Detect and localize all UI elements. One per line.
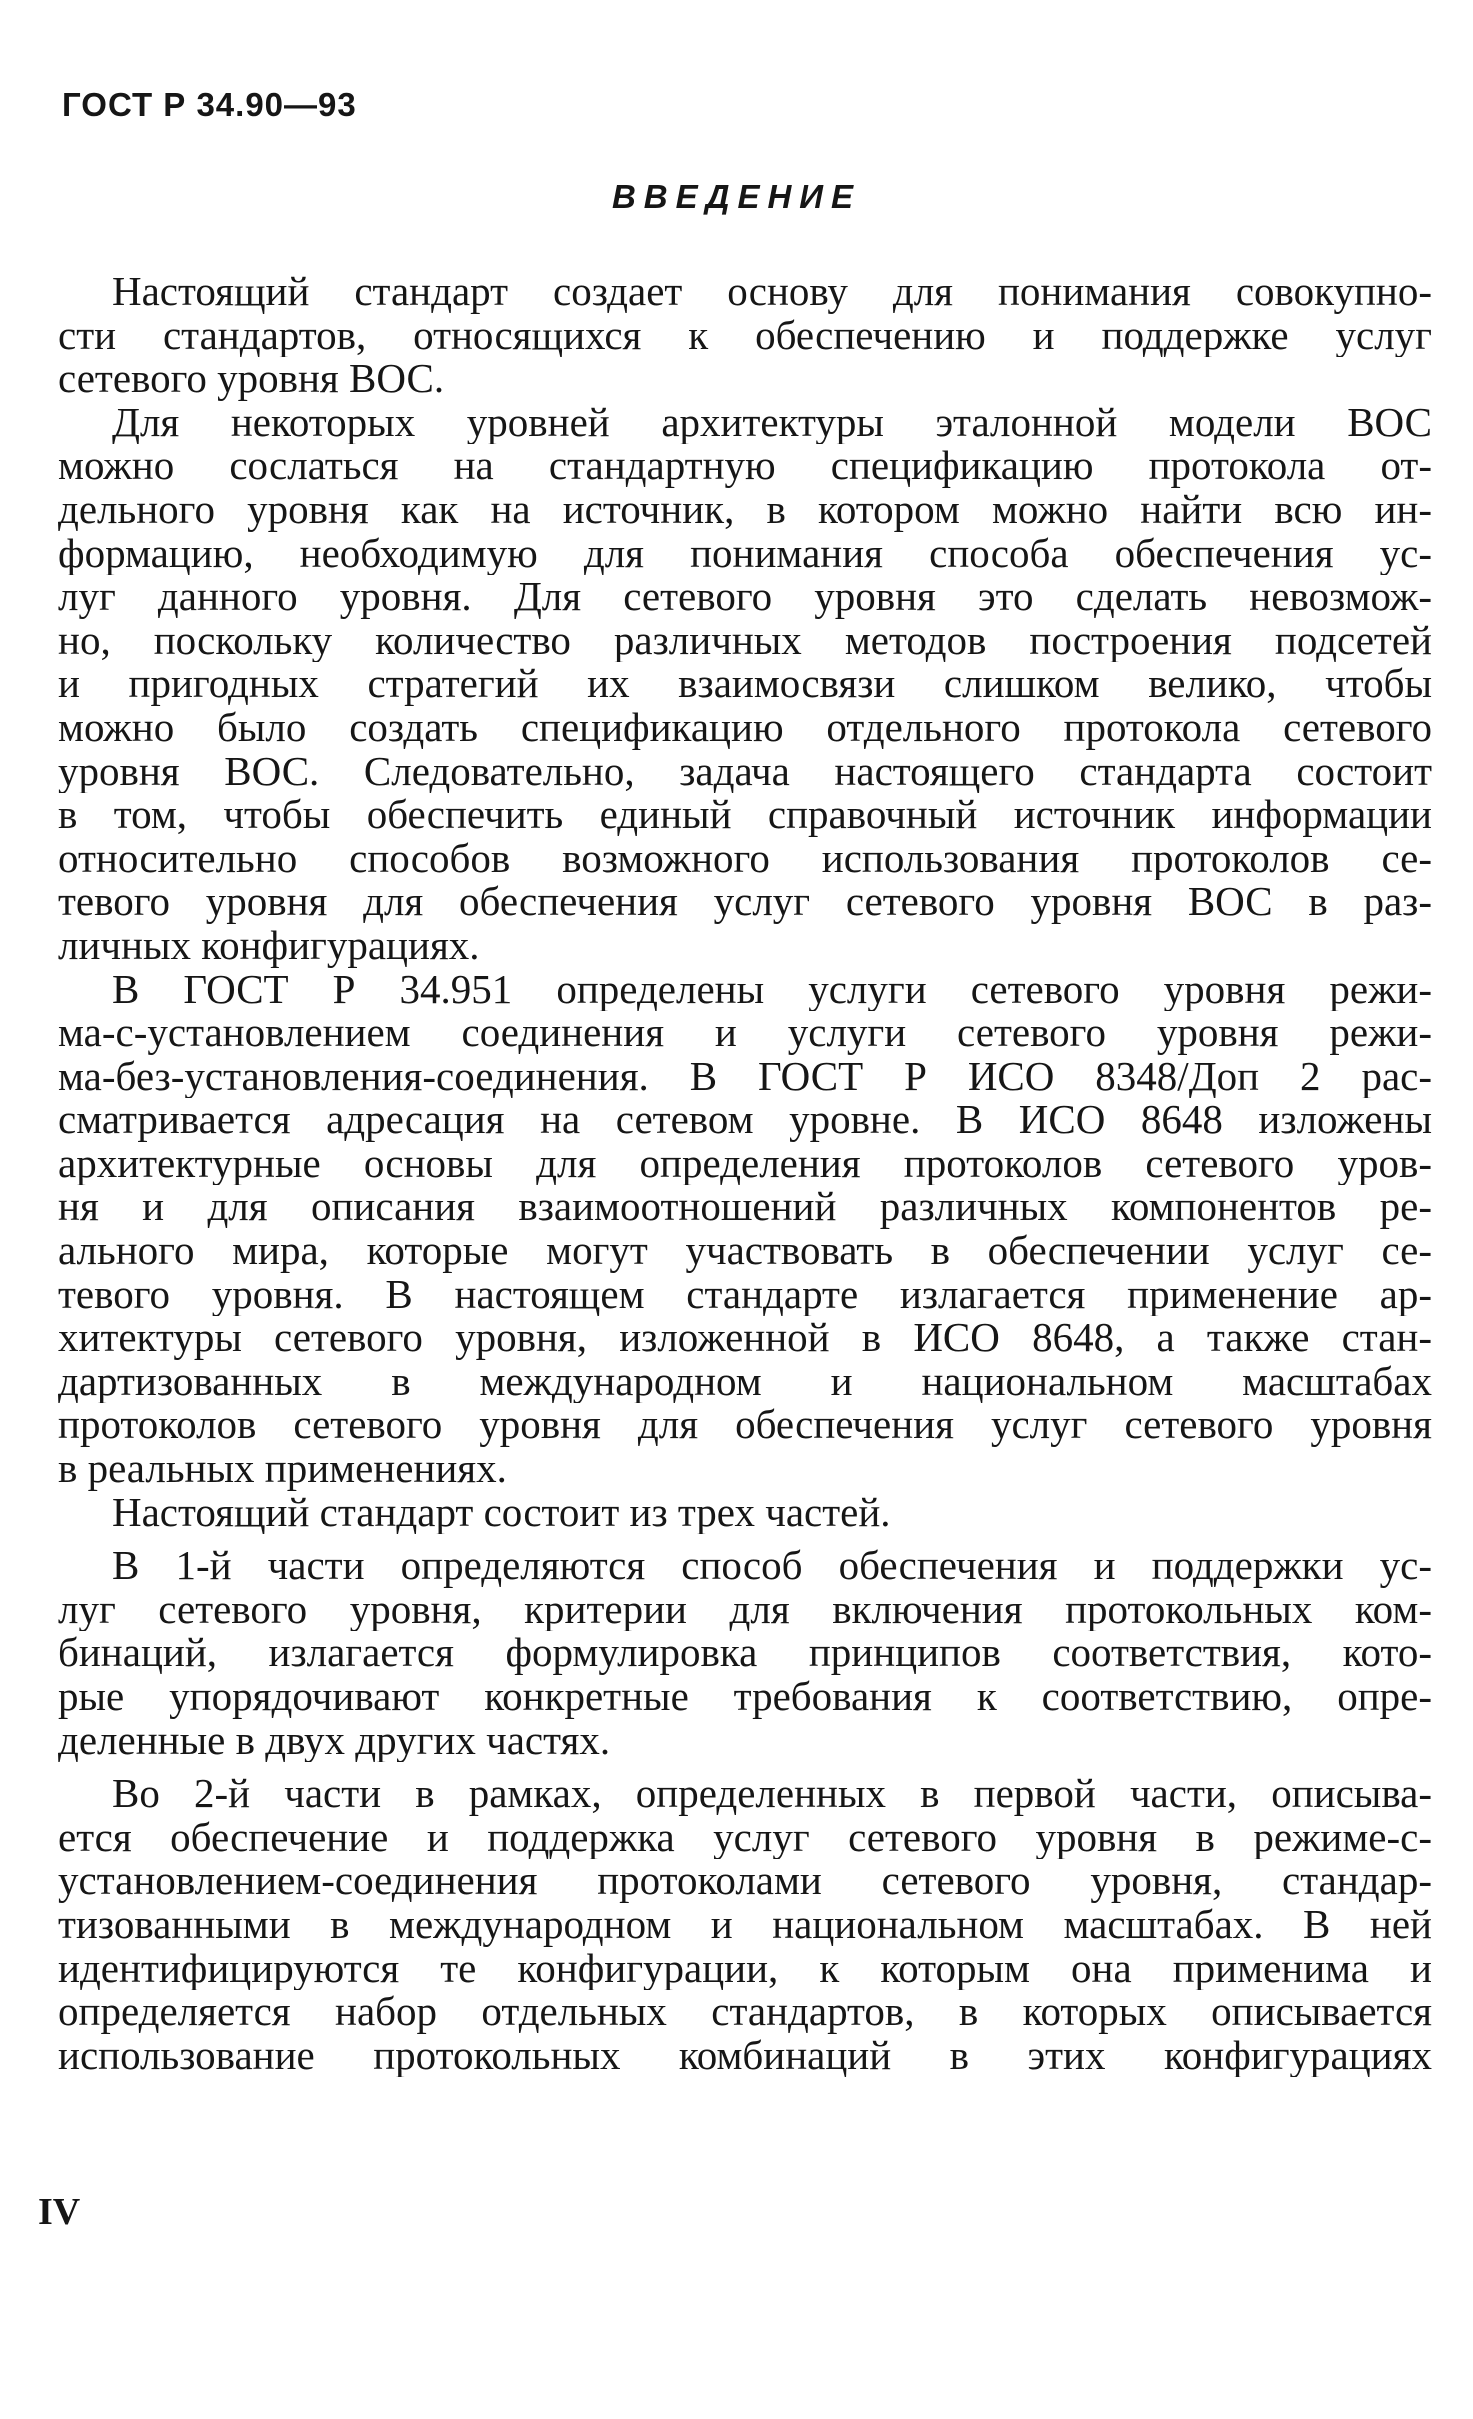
text-line: ального мира, которые могут участвовать в обеспечении услуг се- <box>58 1229 1432 1273</box>
section-title: ВВЕДЕНИЕ <box>611 178 862 215</box>
text-line: сетевого уровня ВОС. <box>58 357 445 401</box>
text-line: тевого уровня. В настоящем стандарте излагается применение ар- <box>58 1272 1432 1317</box>
text-line: уровня ВОС. Следовательно, задача настоящего стандарта состоит <box>58 749 1432 794</box>
paragraph-5 <box>58 1544 1432 1762</box>
text-line: хитектуры сетевого уровня, изложенной в ИСО 8648, а также стан- <box>58 1316 1432 1360</box>
text-line: В 1-й части определяются способ обеспечения и поддержки ус- <box>112 1544 1432 1588</box>
text-line: бинаций, излагается формулировка принципов соответствия, кото- <box>58 1631 1432 1675</box>
text-line: и пригодных стратегий их взаимосвязи слишком велико, чтобы <box>58 662 1432 706</box>
paragraph-3 <box>58 968 1432 1491</box>
text-line: личных конфигурациях. <box>58 923 480 968</box>
text-line: в реальных применениях. <box>58 1447 507 1491</box>
text-line: использование протокольных комбинаций в этих конфигурациях <box>58 2033 1432 2078</box>
text-line: в том, чтобы обеспечить единый справочный источник информации <box>58 793 1432 837</box>
text-line: сматривается адресация на сетевом уровне. В ИСО 8648 изложены <box>58 1098 1432 1142</box>
text-line: можно было создать спецификацию отдельного протокола сетевого <box>58 705 1432 750</box>
text-line: идентифицируются те конфигурации, к которым она применима и <box>58 1946 1432 1991</box>
text-line: ня и для описания взаимоотношений различных компонентов ре- <box>58 1185 1432 1230</box>
text-line: дартизованных в международном и национальном масштабах <box>58 1359 1432 1404</box>
text-line: сти стандартов, относящихся к обеспечению и поддержке услуг <box>58 313 1432 358</box>
text-line: Во 2-й части в рамках, определенных в первой части, описыва- <box>112 1772 1432 1816</box>
text-line: дельного уровня как на источник, в котором можно найти всю ин- <box>58 487 1432 532</box>
standard-header: ГОСТ Р 34.90—93 <box>62 86 357 123</box>
paragraph-1 <box>58 270 1432 401</box>
text-line: архитектурные основы для определения протоколов сетевого уров- <box>58 1141 1432 1186</box>
text-line: протоколов сетевого уровня для обеспечения услуг сетевого уровня <box>58 1403 1432 1448</box>
text-line: рые упорядочивают конкретные требования к соответствию, опре- <box>58 1675 1432 1719</box>
text-line: ма-без-установления-соединения. В ГОСТ Р ИСО 8348/Доп 2 рас- <box>58 1054 1432 1099</box>
text-line: луг данного уровня. Для сетевого уровня это сделать невозмож- <box>58 575 1432 619</box>
text-line: Настоящий стандарт состоит из трех частей. <box>112 1490 891 1535</box>
text-line: Для некоторых уровней архитектуры эталонной модели ВОС <box>112 400 1432 445</box>
text-line: относительно способов возможного использования протоколов се- <box>58 836 1432 881</box>
text-line: но, поскольку количество различных методов построения подсетей <box>58 618 1432 663</box>
text-line: формацию, необходимую для понимания способа обеспечения ус- <box>58 531 1432 576</box>
text-line: ма-с-установлением соединения и услуги сетевого уровня режи- <box>58 1011 1432 1055</box>
paragraph-2 <box>58 401 1432 968</box>
text-line: можно сослаться на стандартную спецификацию протокола от- <box>58 444 1432 488</box>
text-line: тевого уровня для обеспечения услуг сетевого уровня ВОС в раз- <box>58 880 1432 924</box>
text-line: деленные в двух других частях. <box>58 1718 611 1763</box>
document-body <box>58 270 1432 2077</box>
text-line: В ГОСТ Р 34.951 определены услуги сетевого уровня режи- <box>112 967 1432 1012</box>
text-line: Настоящий стандарт создает основу для понимания совокупно- <box>112 270 1432 314</box>
text-line: тизованными в международном и национальном масштабах. В ней <box>58 1902 1432 1947</box>
paragraph-4 <box>58 1491 1432 1535</box>
text-line: определяется набор отдельных стандартов, в которых описывается <box>58 1990 1432 2034</box>
text-line: ется обеспечение и поддержка услуг сетевого уровня в режиме-с- <box>58 1815 1432 1860</box>
page-number: IV <box>38 2191 81 2233</box>
text-line: установлением-соединения протоколами сетевого уровня, стандар- <box>58 1859 1432 1903</box>
paragraph-6 <box>58 1772 1432 2077</box>
text-line: луг сетевого уровня, критерии для включения протокольных ком- <box>58 1587 1432 1632</box>
